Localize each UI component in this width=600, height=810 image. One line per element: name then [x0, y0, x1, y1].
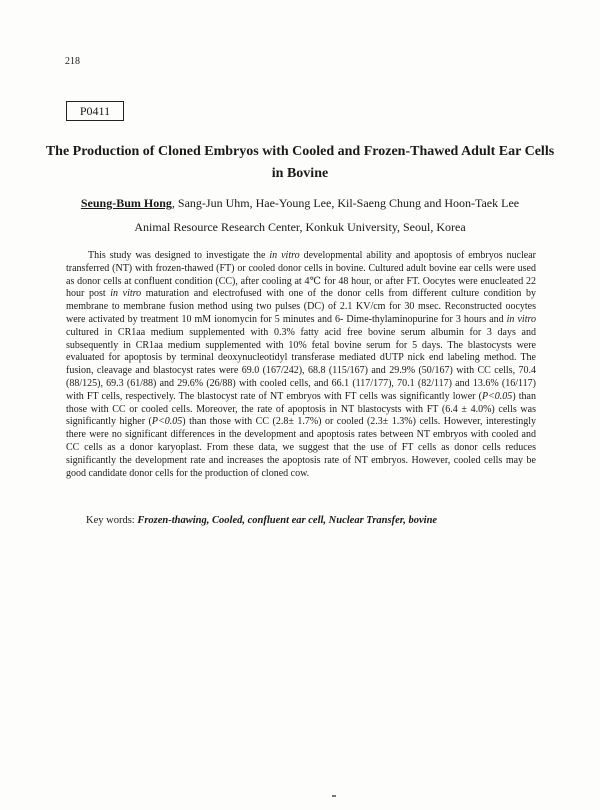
p-value: P<0.05	[481, 390, 513, 402]
keywords	[86, 515, 546, 526]
abstract-text: developmental ability and apoptosis of embryos nuclear transferred (NT) with frozen-thawed (FT) or cooled donor cells in bovine. Cultured adult bovine ear cells were used as donor cells at confluent condition (CC), after cooling at 4℃ for 48 hour, or after FT. Oocytes were enucleated 22 hour post	[66, 250, 537, 300]
presenting-author: Seung-Bum Hong	[80, 196, 172, 210]
page-number: 218	[65, 56, 80, 67]
paper-title: The Production of Cloned Embryos with Cooled and Frozen-Thawed Adult Ear Cells in Bovine	[45, 144, 555, 181]
abstract-italic: in vitro	[110, 288, 142, 300]
abstract-code-box: P0411	[66, 101, 124, 121]
co-authors: , Sang-Jun Uhm, Hae-Young Lee, Kil-Saeng Chung and Hoon-Taek Lee	[171, 196, 520, 210]
abstract-italic: in vitro	[269, 250, 300, 261]
affiliation: Animal Resource Research Center, Konkuk University, Seoul, Korea	[134, 220, 466, 234]
abstract-text: This study was designed to investigate the	[88, 250, 270, 261]
abstract-text: ) than those with CC or cooled cells. Moreover, the rate of apoptosis in NT blastocysts with FT (6.4 ± 4.0%) cells was significantly higher (	[66, 390, 536, 428]
keywords-terms: Frozen-thawing, Cooled, confluent ear cell, Nuclear Transfer, bovine	[137, 515, 438, 526]
author-list	[40, 196, 560, 211]
abstract-text: ) than those with CC (2.8± 1.7%) or cooled (2.3± 1.3%) cells. However, interestingly there were no significant differences in the development and apoptosis rates between NT embryos with cooled and CC cells as a donor karyoplast. From these data, we suggest that the use of FT cells as donor cells reduces significantly the development rate and increases the apoptosis rate of NT embryos. However, cooled cells may be good candidate donor cells for the production of cloned cow.	[66, 416, 537, 479]
abstract-italic: in vitro	[506, 313, 537, 325]
keywords-label: Key words:	[86, 515, 138, 526]
p-value: P<0.05	[151, 416, 183, 428]
abstract-text: maturation and electrofused with one of the donor cells from different culture condition by membrane to membrane fusion method using two pulses (DC) of 2.1 KV/cm for 30 msec. Reconstructed oocytes were activated by treatment 10 mM ionomycin for 5 minutes and 6- Dime-thylaminopurine for 3 hours and	[66, 288, 537, 325]
abstract-text: cultured in CR1aa medium supplemented with 0.3% fatty acid free bovine serum albumin for 3 days and subsequently in CR1aa medium supplemented with 10% fetal bovine serum for 5 days. The blastocysts were evaluated for apoptosis by terminal deoxynucleotidyl transferase mediated dUTP nick end labeling method. The fusion, cleavage and blastocyst rates were 69.0 (167/242), 68.8 (115/167) and 29.9% (50/167) with CC cells, 70.4 (88/125), 69.3 (61/88) and 29.6% (26/88) with cooled cells, and 66.1 (117/177), 70.1 (82/117) and 13.6% (16/117) with FT cells, respectively. The blastocyst rate of NT embryos with FT cells was significantly lower (	[66, 326, 536, 402]
scan-artifact	[332, 795, 336, 797]
abstract-body	[66, 250, 536, 480]
